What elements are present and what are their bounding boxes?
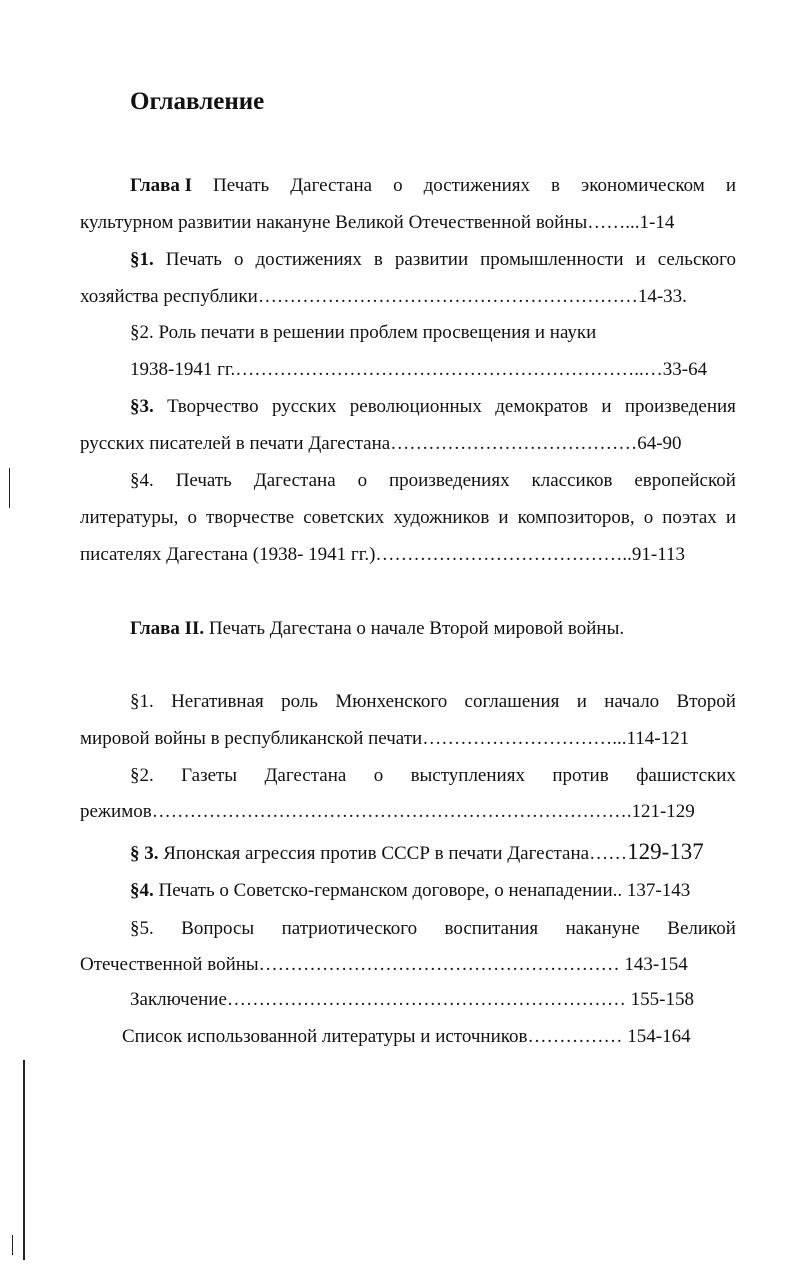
word: художников bbox=[393, 507, 490, 528]
word: революционных bbox=[349, 396, 482, 417]
word: Дагестана bbox=[290, 175, 373, 196]
ch2-section-5-line-2: Отечественной войны………………………………………………… 143-154 bbox=[80, 954, 688, 975]
word: произведения bbox=[624, 396, 736, 417]
section-1-line-2: хозяйства республики……………………………………………………14-33. bbox=[80, 286, 687, 307]
ch2-section-3 bbox=[130, 840, 704, 866]
word: европейской bbox=[634, 470, 736, 491]
word: о bbox=[643, 507, 654, 528]
word: о bbox=[393, 175, 403, 196]
section-3-line-1 bbox=[130, 395, 736, 419]
chapter-2-heading bbox=[130, 617, 624, 641]
conclusion-entry: Заключение……………………………………………………… 155-158 bbox=[130, 989, 694, 1010]
word: фашистских bbox=[636, 765, 736, 786]
word: накануне bbox=[565, 918, 640, 939]
ch2-section-1-line-2: мировой войны в республиканской печати…………………………...114-121 bbox=[80, 728, 690, 749]
word: и bbox=[601, 396, 612, 417]
word: патриотического bbox=[281, 918, 418, 939]
section-label: §1. bbox=[130, 691, 154, 712]
section-4-line-1 bbox=[130, 469, 736, 493]
section-label: §1. bbox=[130, 249, 154, 270]
word: Великой bbox=[667, 918, 736, 939]
word: и bbox=[725, 175, 736, 196]
word: и bbox=[498, 507, 509, 528]
section-2-line-2: 1938-1941 гг.………………………………………………………..…33-64 bbox=[130, 359, 708, 380]
word: произведениях bbox=[389, 470, 510, 491]
word: о bbox=[357, 470, 368, 491]
word: достижениях bbox=[423, 175, 531, 196]
word: литературы, bbox=[80, 507, 179, 528]
word: роль bbox=[281, 691, 318, 712]
word: Газеты bbox=[181, 765, 238, 786]
word: Печать bbox=[165, 249, 222, 270]
word: композиторов, bbox=[517, 507, 635, 528]
word: сельского bbox=[657, 249, 736, 270]
section-label: §4. bbox=[130, 470, 154, 491]
ch2-section-2-line-2: режимов………………………………………………………………….121-129 bbox=[80, 801, 695, 822]
word: о bbox=[187, 507, 197, 528]
section-3-line-2: русских писателей в печати Дагестана…………………………………64-90 bbox=[80, 433, 682, 454]
word: о bbox=[233, 249, 244, 270]
chapter-1-label: Глава I bbox=[130, 175, 193, 196]
word: достижениях bbox=[255, 249, 362, 270]
word: поэтах bbox=[662, 507, 717, 528]
word: в bbox=[551, 175, 561, 196]
scan-artifact-mark bbox=[12, 1235, 13, 1255]
word: соглашения bbox=[464, 691, 560, 712]
word: выступлениях bbox=[410, 765, 525, 786]
section-label: §4. bbox=[130, 880, 154, 901]
word: экономическом bbox=[581, 175, 705, 196]
word: Дагестана bbox=[264, 765, 347, 786]
word: против bbox=[552, 765, 609, 786]
section-title: Японская агрессия против СССР в печати Дагестана…… bbox=[158, 843, 628, 864]
scan-artifact-mark bbox=[23, 1060, 25, 1260]
section-2-line-1: §2. Роль печати в решении проблем просвещения и науки bbox=[130, 322, 597, 343]
word: в bbox=[373, 249, 383, 270]
section-label: §5. bbox=[130, 918, 154, 939]
word: творчестве bbox=[206, 507, 295, 528]
section-label: § 3. bbox=[130, 843, 159, 864]
word: классиков bbox=[531, 470, 613, 491]
chapter-1-line-2: культурном развитии накануне Великой Отечественной войны……...1-14 bbox=[80, 212, 675, 233]
page-title: Оглавление bbox=[130, 88, 265, 115]
scan-artifact-mark bbox=[9, 468, 10, 508]
word: Вопросы bbox=[181, 918, 255, 939]
section-label: §2. bbox=[130, 765, 154, 786]
word: воспитания bbox=[444, 918, 539, 939]
word: Творчество bbox=[167, 396, 259, 417]
section-1-line-1 bbox=[130, 248, 736, 272]
word: русских bbox=[271, 396, 337, 417]
word: Негативная bbox=[171, 691, 264, 712]
word: Печать bbox=[213, 175, 270, 196]
section-title: Печать о Советско-германском договоре, о ненападении.. 137-143 bbox=[153, 880, 691, 901]
references-entry: Список использованной литературы и источников…………… 154-164 bbox=[122, 1026, 691, 1047]
chapter-1-heading-line bbox=[130, 174, 736, 198]
word: Второй bbox=[676, 691, 736, 712]
word: и bbox=[725, 507, 736, 528]
section-label: §3. bbox=[130, 396, 154, 417]
chapter-2-label: Глава II. bbox=[130, 618, 205, 639]
word: о bbox=[373, 765, 384, 786]
word: развитии bbox=[394, 249, 469, 270]
ch2-section-5-line-1 bbox=[130, 917, 736, 941]
word: Мюнхенского bbox=[335, 691, 448, 712]
section-4-line-2 bbox=[80, 506, 736, 530]
word: и bbox=[576, 691, 587, 712]
ch2-section-4 bbox=[130, 879, 690, 903]
word: и bbox=[635, 249, 646, 270]
word: Печать bbox=[175, 470, 232, 491]
word: начало bbox=[604, 691, 660, 712]
word: демократов bbox=[495, 396, 589, 417]
ch2-section-1-line-1 bbox=[130, 690, 736, 714]
chapter-2-title: Печать Дагестана о начале Второй мировой войны. bbox=[204, 618, 625, 639]
ch2-section-2-line-1 bbox=[130, 764, 736, 788]
page-range: 129-137 bbox=[627, 839, 704, 864]
word: промышленности bbox=[480, 249, 624, 270]
word: Дагестана bbox=[253, 470, 336, 491]
word: советских bbox=[303, 507, 385, 528]
section-4-line-3: писателях Дагестана (1938- 1941 гг.)…………………………………..91-113 bbox=[80, 544, 686, 565]
